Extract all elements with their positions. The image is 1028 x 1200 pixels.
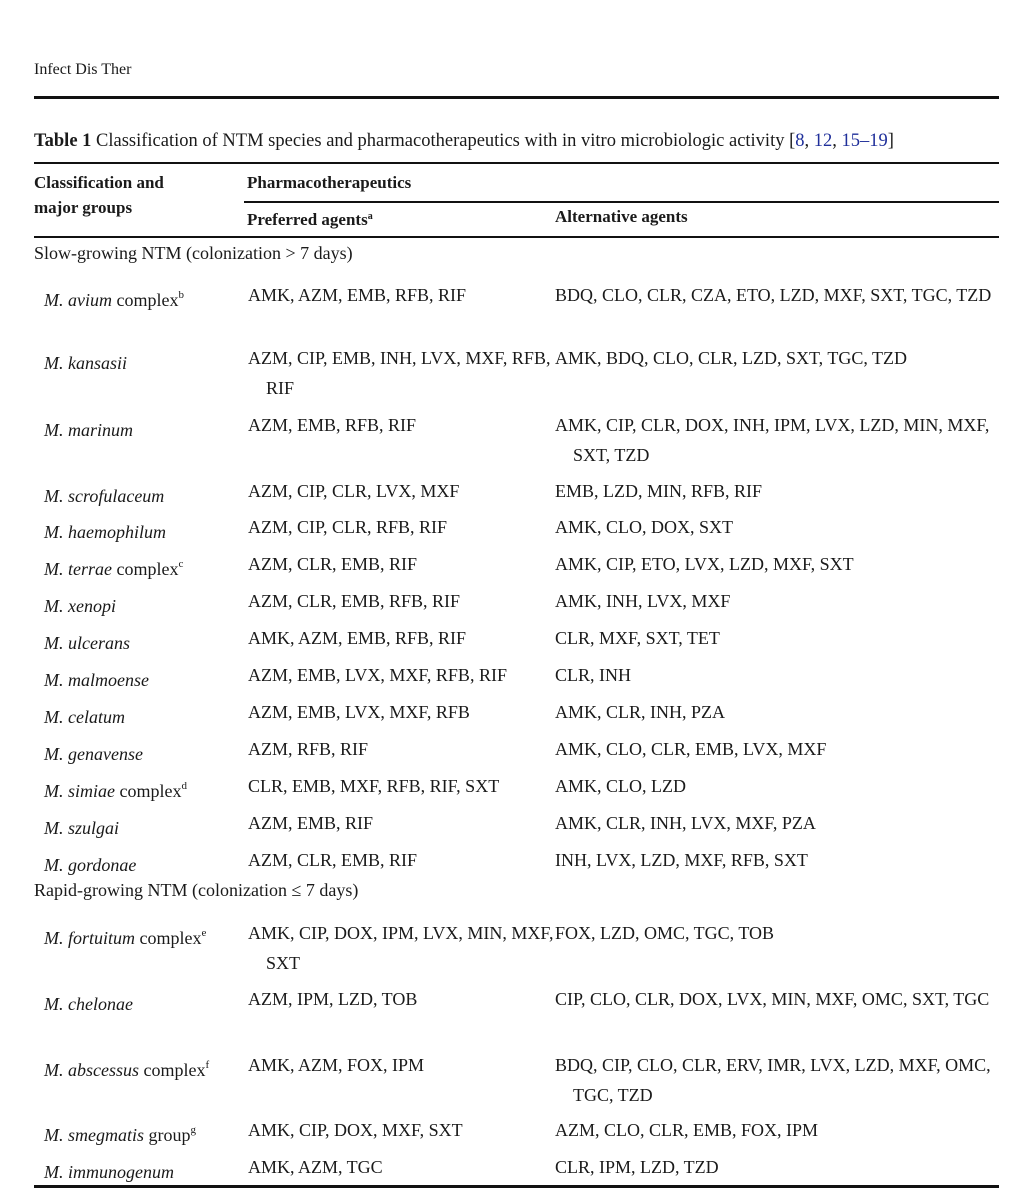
alternative-agents: AMK, CIP, CLR, DOX, INH, IPM, LVX, LZD, MIN, MXF, SXT, TZD [555,415,990,465]
citation-link[interactable]: 15–19 [841,131,888,151]
header-alternative: Alternative agents [555,207,688,226]
species-name [44,918,206,953]
alternative-agents: AMK, CIP, ETO, LVX, LZD, MXF, SXT [555,554,854,574]
preferred-agents: AZM, RFB, RIF [248,739,369,759]
footnote-marker: c [178,558,184,570]
species-name [44,1152,174,1187]
header-preferred-label: Preferred agents [247,210,368,229]
header-preferred [247,204,373,232]
species-name [44,512,166,547]
species-epithet: genavense [68,744,143,764]
header-classification-line: major groups [34,198,133,217]
species-suffix: complex [112,559,179,579]
genus: M. [44,781,64,801]
genus: M. [44,670,64,690]
preferred-agents: AZM, IPM, LZD, TOB [248,989,418,1009]
species-name [44,549,183,584]
alternative-agents: AMK, CLO, LZD [555,776,686,796]
preferred-agents: AZM, EMB, RIF [248,813,374,833]
preferred-agents: AZM, CIP, CLR, RFB, RIF [248,517,448,537]
footnote-marker: f [205,1059,210,1071]
species-name [44,623,130,658]
alternative-agents: CLR, INH [555,665,631,685]
preferred-agents: AZM, CLR, EMB, RIF [248,554,418,574]
preferred-agents: AZM, CIP, EMB, INH, LVX, MXF, RFB, RIF [248,348,551,398]
species-name [44,343,127,378]
species-name [44,586,116,621]
table-caption [34,131,894,152]
species-epithet: marinum [68,420,134,440]
species-name [44,771,187,806]
genus: M. [44,290,64,310]
species-name [44,1050,209,1085]
species-name [44,660,149,695]
species-epithet: chelonae [68,994,133,1014]
header-classification [34,170,164,220]
alternative-agents: INH, LVX, LZD, MXF, RFB, SXT [555,850,808,870]
alternative-agents: BDQ, CIP, CLO, CLR, ERV, IMR, LVX, LZD, MXF, OMC, TGC, TZD [555,1055,991,1105]
species-epithet: malmoense [68,670,149,690]
footnote-marker: a [367,211,373,222]
species-name [44,476,164,511]
alternative-agents: AMK, BDQ, CLO, CLR, LZD, SXT, TGC, TZD [555,348,908,368]
genus: M. [44,855,64,875]
preferred-agents: AMK, AZM, EMB, RFB, RIF [248,628,467,648]
species-suffix: complex [135,928,202,948]
preferred-agents: AZM, CIP, CLR, LVX, MXF [248,481,460,501]
preferred-agents: AMK, AZM, FOX, IPM [248,1055,425,1075]
footnote-marker: g [190,1124,196,1136]
species-epithet: celatum [68,707,125,727]
alternative-agents: CLR, MXF, SXT, TET [555,628,720,648]
caption-rule [34,162,999,164]
species-suffix: group [144,1125,191,1145]
species-name [44,697,125,732]
species-epithet: terrae [68,559,112,579]
alternative-agents: CIP, CLO, CLR, DOX, LVX, MIN, MXF, OMC, SXT, TGC [555,989,990,1009]
preferred-agents: AMK, CIP, DOX, MXF, SXT [248,1120,463,1140]
genus: M. [44,994,64,1014]
preferred-agents: AZM, EMB, LVX, MXF, RFB, RIF [248,665,507,685]
alternative-agents: AMK, INH, LVX, MXF [555,591,731,611]
species-epithet: abscessus [68,1060,139,1080]
species-epithet: szulgai [68,818,120,838]
species-suffix: complex [115,781,182,801]
table-label: Table 1 [34,131,92,151]
species-name [44,280,184,315]
species-epithet: avium [68,290,112,310]
alternative-agents: AMK, CLR, INH, LVX, MXF, PZA [555,813,816,833]
genus: M. [44,596,64,616]
species-epithet: scrofulaceum [68,486,165,506]
species-epithet: gordonae [68,855,137,875]
footnote-marker: e [201,927,207,939]
citation-link[interactable]: 8 [795,131,805,151]
caption-text: Classification of NTM species and pharmacotherapeutics with in vitro microbiologic activity [96,131,785,151]
preferred-agents: CLR, EMB, MXF, RFB, RIF, SXT [248,776,500,796]
footnote-marker: d [181,780,187,792]
species-epithet: immunogenum [68,1162,174,1182]
preferred-agents: AZM, EMB, RFB, RIF [248,415,417,435]
alternative-agents: EMB, LZD, MIN, RFB, RIF [555,481,763,501]
preferred-agents: AZM, EMB, LVX, MXF, RFB [248,702,470,722]
alternative-agents: AZM, CLO, CLR, EMB, FOX, IPM [555,1120,819,1140]
caption-citations: [8, 12, 15–19] [789,131,894,151]
species-epithet: fortuitum [68,928,136,948]
header-rule [34,236,999,238]
genus: M. [44,1060,64,1080]
species-name [44,845,136,880]
group-label: Rapid-growing NTM (colonization ≤ 7 days) [34,880,359,900]
top-rule [34,96,999,99]
genus: M. [44,420,64,440]
alternative-agents: AMK, CLR, INH, PZA [555,702,726,722]
bottom-rule [34,1185,999,1188]
preferred-agents: AZM, CLR, EMB, RFB, RIF [248,591,461,611]
species-name [44,984,133,1019]
alternative-agents: FOX, LZD, OMC, TGC, TOB [555,923,775,943]
genus: M. [44,928,64,948]
species-epithet: kansasii [68,353,128,373]
alternative-agents: BDQ, CLO, CLR, CZA, ETO, LZD, MXF, SXT, TGC, TZD [555,285,992,305]
alternative-agents: CLR, IPM, LZD, TZD [555,1157,719,1177]
preferred-agents: AMK, CIP, DOX, IPM, LVX, MIN, MXF, SXT [248,923,554,973]
genus: M. [44,559,64,579]
footnote-marker: b [178,289,184,301]
species-name [44,410,133,445]
group-label: Slow-growing NTM (colonization > 7 days) [34,243,353,263]
genus: M. [44,707,64,727]
species-suffix: complex [112,290,179,310]
preferred-agents: AMK, AZM, EMB, RFB, RIF [248,285,467,305]
genus: M. [44,744,64,764]
genus: M. [44,522,64,542]
genus: M. [44,353,64,373]
citation-link[interactable]: 12 [813,131,833,151]
species-epithet: smegmatis [68,1125,144,1145]
species-name [44,808,119,843]
preferred-agents: AMK, AZM, TGC [248,1157,383,1177]
species-epithet: simiae [68,781,115,801]
species-epithet: xenopi [68,596,116,616]
preferred-agents: AZM, CLR, EMB, RIF [248,850,418,870]
species-name [44,734,143,769]
species-epithet: ulcerans [68,633,130,653]
header-classification-line: Classification and [34,173,164,192]
genus: M. [44,1162,64,1182]
header-pharmacotherapeutics: Pharmacotherapeutics [247,173,412,192]
species-epithet: haemophilum [68,522,166,542]
genus: M. [44,1125,64,1145]
genus: M. [44,818,64,838]
journal-running-head: Infect Dis Ther [34,61,132,78]
genus: M. [44,486,64,506]
subheader-rule [244,201,999,203]
species-name [44,1115,196,1150]
genus: M. [44,633,64,653]
species-suffix: complex [139,1060,206,1080]
alternative-agents: AMK, CLO, DOX, SXT [555,517,734,537]
alternative-agents: AMK, CLO, CLR, EMB, LVX, MXF [555,739,827,759]
